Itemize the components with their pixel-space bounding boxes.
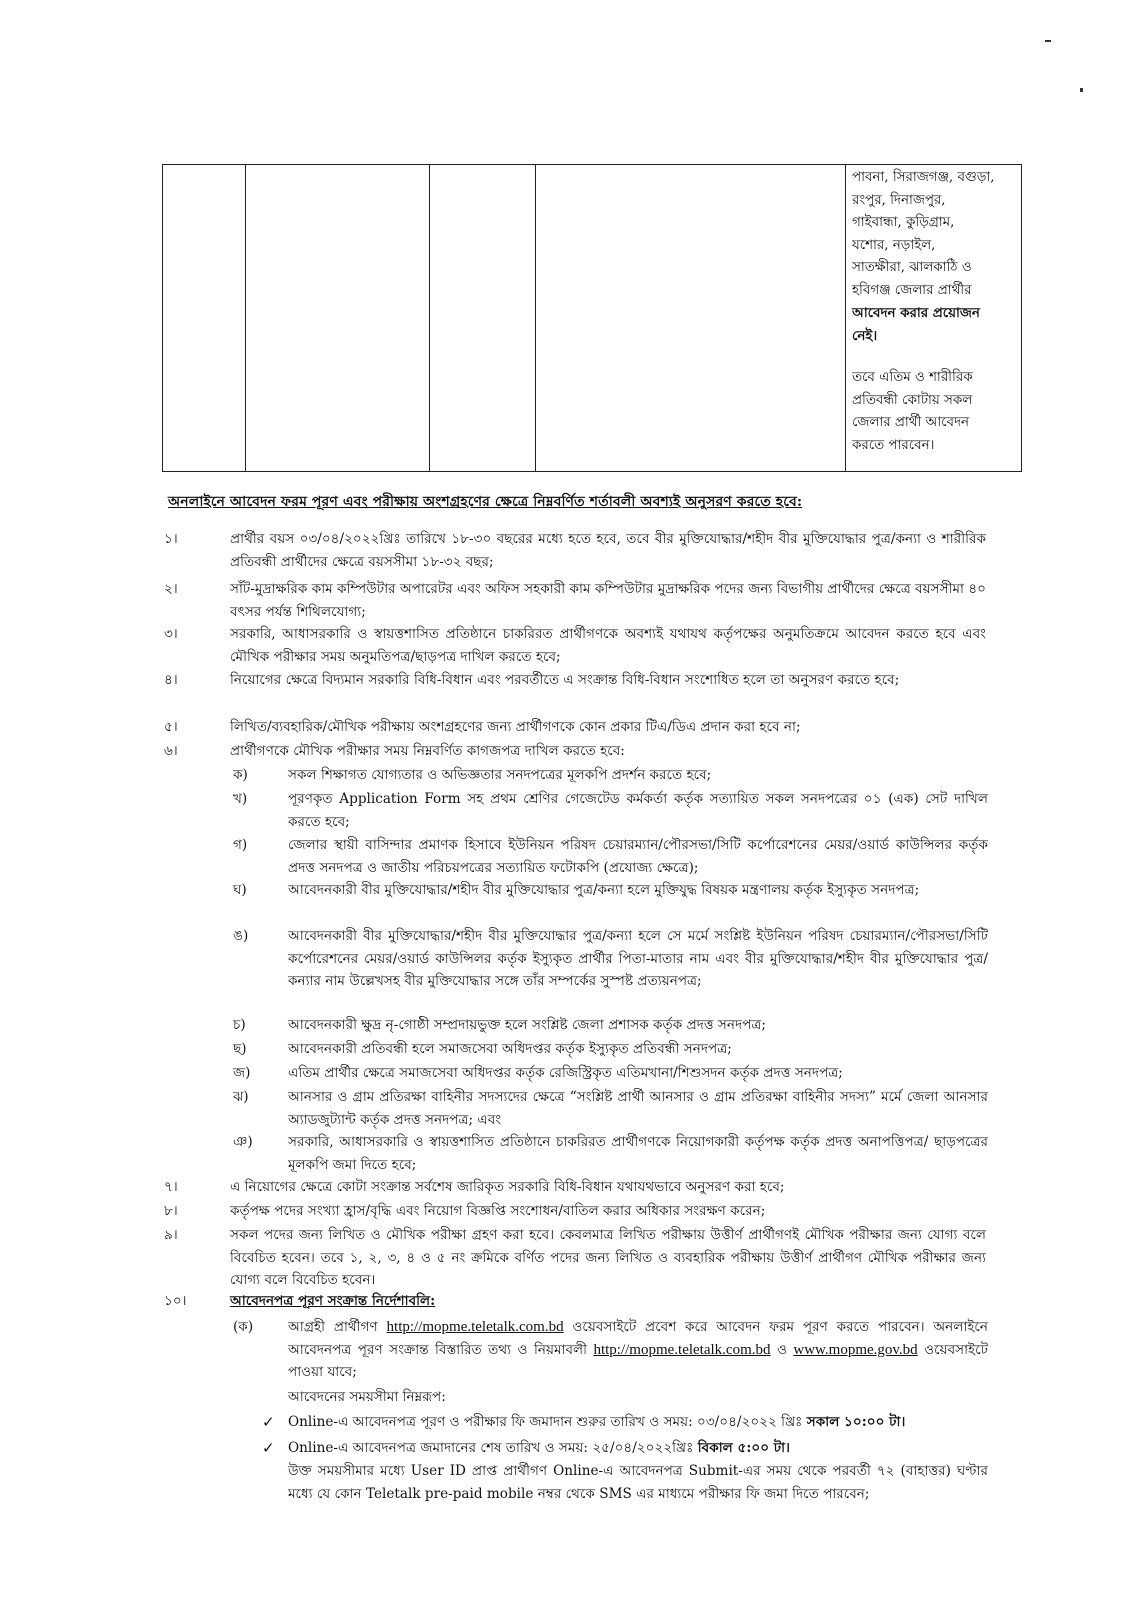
document-text: জেলার স্থায়ী বাসিন্দার প্রমাণক হিসাবে ইউনিয়ন পরিষদ চেয়ারম্যান/পৌরসভা/সিটি কর্পোরেশনের মেয়র/ওয়ার্ড কাউন্সিলর কর্তৃক প্রদত্ত সনদপত্র ও জাতীয় পরিচয়পত্রের সত্যায়িত ফটোকপি (প্রযোজ্য ক্ষেত্রে); <box>288 837 988 876</box>
checkmark-icon: ✓ <box>262 1413 275 1431</box>
cell-line-bold: আবেদন করার প্রয়োজন <box>852 305 980 321</box>
item-text: এ নিয়োগের ক্ষেত্রে কোটা সংক্রান্ত সর্বশেষ জারিকৃত সরকারি বিধি-বিধান যথাযথভাবে অনুসরণ করা হবে; <box>230 1179 785 1195</box>
document-key: ঞ) <box>233 1134 253 1150</box>
item-text: লিখিত/ব্যবহারিক/মৌখিক পরীক্ষায় অংশগ্রহণের জন্য প্রার্থীগণকে কোন প্রকার টিএ/ডিএ প্রদান করা হবে না; <box>230 719 801 735</box>
fee-payment-note: উক্ত সময়সীমার মধ্যে User ID প্রাপ্ত প্রার্থীগণ Online-এ আবেদনপত্র Submit-এর সময় থেকে পরবর্তী ৭২ (বাহাত্তর) ঘণ্টার মধ্যে যে কোন Teletalk pre-paid mobile নম্বর থেকে SMS এর মাধ্যমে পরীক্ষার ফি জমা দিতে পারবেন; <box>288 1463 988 1502</box>
item-text: সাঁট-মুদ্রাক্ষরিক কাম কম্পিউটার অপারেটর এবং অফিস সহকারী কাম কম্পিউটার মুদ্রাক্ষরিক পদের জন্য বিভাগীয় প্রার্থীদের ক্ষেত্রে বয়সসীমা ৪০ বৎসর পর্যন্ত শিথিলযোগ্য; <box>230 581 986 620</box>
subitem-text-part: ওয়েবসাইটে পাওয়া যাবে; <box>288 1341 988 1380</box>
subitem-text-part: ও <box>776 1341 787 1358</box>
cell-line: গাইবান্ধা, কুড়িগ্রাম, <box>852 215 955 230</box>
document-key: ছ) <box>233 1041 247 1057</box>
document-key: খ) <box>233 791 248 807</box>
document-key: ঘ) <box>233 882 247 898</box>
item-number: ১০। <box>164 1293 187 1309</box>
document-text: আবেদনকারী প্রতিবন্ধী হলে সমাজসেবা অধিদপ্তর কর্তৃক ইস্যুকৃত প্রতিবন্ধী সনদপত্র; <box>288 1041 732 1057</box>
cell-note-line: করতে পারবেন। <box>852 437 935 453</box>
document-key: ঝ) <box>233 1089 249 1105</box>
quota-table <box>162 164 1022 472</box>
cell-note-line: তবে এতিম ও শারীরিক <box>852 370 973 385</box>
deadline-start-time: সকাল ১০:০০ টা। <box>806 1414 906 1430</box>
document-key: গ) <box>233 837 248 853</box>
subitem-key: (ক) <box>233 1319 254 1335</box>
deadline-start-desc: Online-এ আবেদনপত্র পূরণ ও পরীক্ষার ফি জমাদান শুরুর তারিখ ও সময়: ০৩/০৪/২০২২ খ্রিঃ <box>288 1414 803 1430</box>
deadline-end-desc: Online-এ আবেদনপত্র জমাদানের শেষ তারিখ ও সময়: ২৫/০৪/২০২২খ্রিঃ <box>288 1440 694 1456</box>
cell-note-line: জেলার প্রার্থী আবেদন <box>852 415 970 430</box>
document-text: পূরণকৃত Application Form সহ প্রথম শ্রেণির গেজেটেড কর্মকর্তা কর্তৃক সত্যায়িত সকল সনদপত্রের ০১ (এক) সেট দাখিল করতে হবে; <box>288 791 988 830</box>
item-number: ৩। <box>164 626 178 642</box>
item-number: ২। <box>164 581 178 597</box>
scan-mark <box>1080 88 1083 92</box>
item-number: ৮। <box>164 1203 178 1219</box>
item-number: ৯। <box>164 1227 178 1243</box>
document-key: ঙ) <box>233 928 249 944</box>
item-text: প্রার্থীগণকে মৌখিক পরীক্ষার সময় নিম্নবর্ণিত কাগজপত্র দাখিল করতে হবে: <box>230 743 625 759</box>
scan-mark <box>1045 40 1051 42</box>
cell-line: রংপুর, দিনাজপুর, <box>852 192 946 208</box>
deadline-end-time: বিকাল ৫:০০ টা। <box>697 1440 790 1456</box>
application-instructions-title: আবেদনপত্র পূরণ সংক্রান্ত নির্দেশাবলি: <box>230 1293 436 1309</box>
cell-line: সাতক্ষীরা, ঝালকাঠি ও <box>852 260 972 275</box>
mopme-website-link[interactable]: www.mopme.gov.bd <box>793 1341 918 1358</box>
table-divider <box>535 165 536 471</box>
item-number: ৬। <box>164 743 178 759</box>
cell-note-line: প্রতিবন্ধী কোটায় সকল <box>852 392 973 408</box>
table-divider <box>845 165 846 471</box>
document-text: আবেদনকারী বীর মুক্তিযোদ্ধার/শহীদ বীর মুক্তিযোদ্ধার পুত্র/কন্যা হলে সে মর্মে সংশ্লিষ্ট ইউনিয়ন পরিষদ চেয়ারম্যান/পৌরসভা/সিটি কর্পোরেশনের মেয়র/ওয়ার্ড কাউন্সিলর কর্তৃক ইস্যুকৃত প্রার্থীর পিতা-মাতার নাম এবং বীর মুক্তিযোদ্ধার/শহীদ বীর মুক্তিযোদ্ধার পুত্র/কন্যার নাম উল্লেখসহ বীর মুক্তিযোদ্ধার সঙ্গে তাঁর সম্পর্কের সুস্পষ্ট প্রত্যয়নপত্র; <box>288 928 988 989</box>
item-text: নিয়োগের ক্ষেত্রে বিদ্যমান সরকারি বিধি-বিধান এবং পরবর্তীতে এ সংক্রান্ত বিধি-বিধান সংশোধিত হলে তা অনুসরণ করতে হবে; <box>230 672 900 688</box>
cell-line: হবিগঞ্জ জেলার প্রার্থীর <box>852 282 972 298</box>
cell-line: যশোর, নড়াইল, <box>852 237 936 253</box>
table-divider <box>429 165 430 471</box>
item-number: ৫। <box>164 719 178 735</box>
cell-line-bold: নেই। <box>852 327 878 344</box>
subitem-text-part: আগ্রহী প্রার্থীগণ <box>288 1319 378 1335</box>
item-number: ৭। <box>164 1179 178 1195</box>
subitem-text <box>288 1316 988 1384</box>
document-text: আনসার ও গ্রাম প্রতিরক্ষা বাহিনীর সদস্যদের ক্ষেত্রে “সংশ্লিষ্ট প্রার্থী আনসার ও গ্রাম প্রতিরক্ষা বাহিনীর সদস্য” মর্মে জেলা আনসার অ্যাডজুট্যান্ট কর্তৃক প্রদত্ত সনদপত্র; এবং <box>288 1089 988 1128</box>
document-text: এতিম প্রার্থীর ক্ষেত্রে সমাজসেবা অধিদপ্তর কর্তৃক রেজিস্ট্রিকৃত এতিমখানা/শিশুসদন কর্তৃক প্রদত্ত সনদপত্র; <box>288 1065 843 1081</box>
document-text: সরকারি, আধাসরকারি ও স্বায়ত্তশাসিত প্রতিষ্ঠানে চাকরিরত প্রার্থীগণকে নিয়োগকারী কর্তৃপক্ষ কর্তৃক প্রদত্ত অনাপত্তিপত্র/ ছাড়পত্রের মূলকপি জমা দিতে হবে; <box>288 1134 988 1173</box>
cell-line: পাবনা, সিরাজগঞ্জ, বগুড়া, <box>852 170 995 185</box>
item-text: প্রার্থীর বয়স ০৩/০৪/২০২২খ্রিঃ তারিখে ১৮-৩০ বছরের মধ্যে হতে হবে, তবে বীর মুক্তিযোদ্ধার/শহীদ বীর মুক্তিযোদ্ধার পুত্র/কন্যা ও শারীরিক প্রতিবন্ধী প্রার্থীদের ক্ষেত্রে বয়সসীমা ১৮-৩২ বছর; <box>230 531 986 570</box>
subitem-text-part: ওয়েবসাইটে প্রবেশ করে আবেদন ফরম পূরণ করতে পারবেন। অনলাইনে আবেদনপত্র পূরণ সংক্রান্ত বিস্তারিত তথ্য ও নিয়মাবলী <box>288 1319 988 1358</box>
conditions-heading: অনলাইনে আবেদন ফরম পূরণ এবং পরীক্ষায় অংশগ্রহণের ক্ষেত্রে নিম্নবর্ণিত শর্তাবলী অবশ্যই অনুসরণ করতে হবে: <box>168 494 803 510</box>
table-cell-district-note <box>852 167 1018 457</box>
deadline-label: আবেদনের সময়সীমা নিম্নরূপ: <box>288 1389 446 1405</box>
deadline-start-text <box>288 1411 988 1434</box>
document-key: ক) <box>233 767 248 783</box>
item-number: ১। <box>164 531 178 547</box>
document-text: সকল শিক্ষাগত যোগ্যতার ও অভিজ্ঞতার সনদপত্রের মূলকপি প্রদর্শন করতে হবে; <box>288 767 712 783</box>
item-number: ৪। <box>164 672 178 688</box>
table-divider <box>245 165 246 471</box>
document-text: আবেদনকারী ক্ষুদ্র নৃ-গোষ্ঠী সম্প্রদায়ভুক্ত হলে সংশ্লিষ্ট জেলা প্রশাসক কর্তৃক প্রদত্ত সনদপত্র; <box>288 1017 766 1033</box>
item-text: সরকারি, আধাসরকারি ও স্বায়ত্তশাসিত প্রতিষ্ঠানে চাকরিরত প্রার্থীগণকে অবশ্যই যথাযথ কর্তৃপক্ষের অনুমতিক্রমে আবেদন করতে হবে এবং মৌখিক পরীক্ষার সময় অনুমতিপত্র/ছাড়পত্র দাখিল করতে হবে; <box>230 626 986 665</box>
deadline-end-text <box>288 1437 988 1460</box>
checkmark-icon: ✓ <box>262 1439 275 1457</box>
document-key: চ) <box>233 1017 246 1033</box>
item-text: সকল পদের জন্য লিখিত ও মৌখিক পরীক্ষা গ্রহণ করা হবে। কেবলমাত্র লিখিত পরীক্ষায় উত্তীর্ণ প্রার্থীগণই মৌখিক পরীক্ষার জন্য যোগ্য বলে বিবেচিত হবেন। তবে ১, ২, ৩, ৪ ও ৫ নং ক্রমিকে বর্ণিত পদের জন্য লিখিত ও ব্যবহারিক পরীক্ষায় উত্তীর্ণ প্রার্থীগণ মৌখিক পরীক্ষার জন্য যোগ্য বলে বিবেচিত হবেন। <box>230 1227 986 1288</box>
teletalk-link[interactable]: http://mopme.teletalk.com.bd <box>593 1341 771 1358</box>
teletalk-link[interactable]: http://mopme.teletalk.com.bd <box>386 1319 564 1335</box>
item-text: কর্তৃপক্ষ পদের সংখ্যা হ্রাস/বৃদ্ধি এবং নিয়োগ বিজ্ঞপ্তি সংশোধন/বাতিল করার অধিকার সংরক্ষণ করেন; <box>230 1203 766 1219</box>
document-text: আবেদনকারী বীর মুক্তিযোদ্ধার/শহীদ বীর মুক্তিযোদ্ধার পুত্র/কন্যা হলে মুক্তিযুদ্ধ বিষয়ক মন্ত্রণালয় কর্তৃক ইস্যুকৃত সনদপত্র; <box>288 882 920 898</box>
document-key: জ) <box>233 1065 251 1081</box>
